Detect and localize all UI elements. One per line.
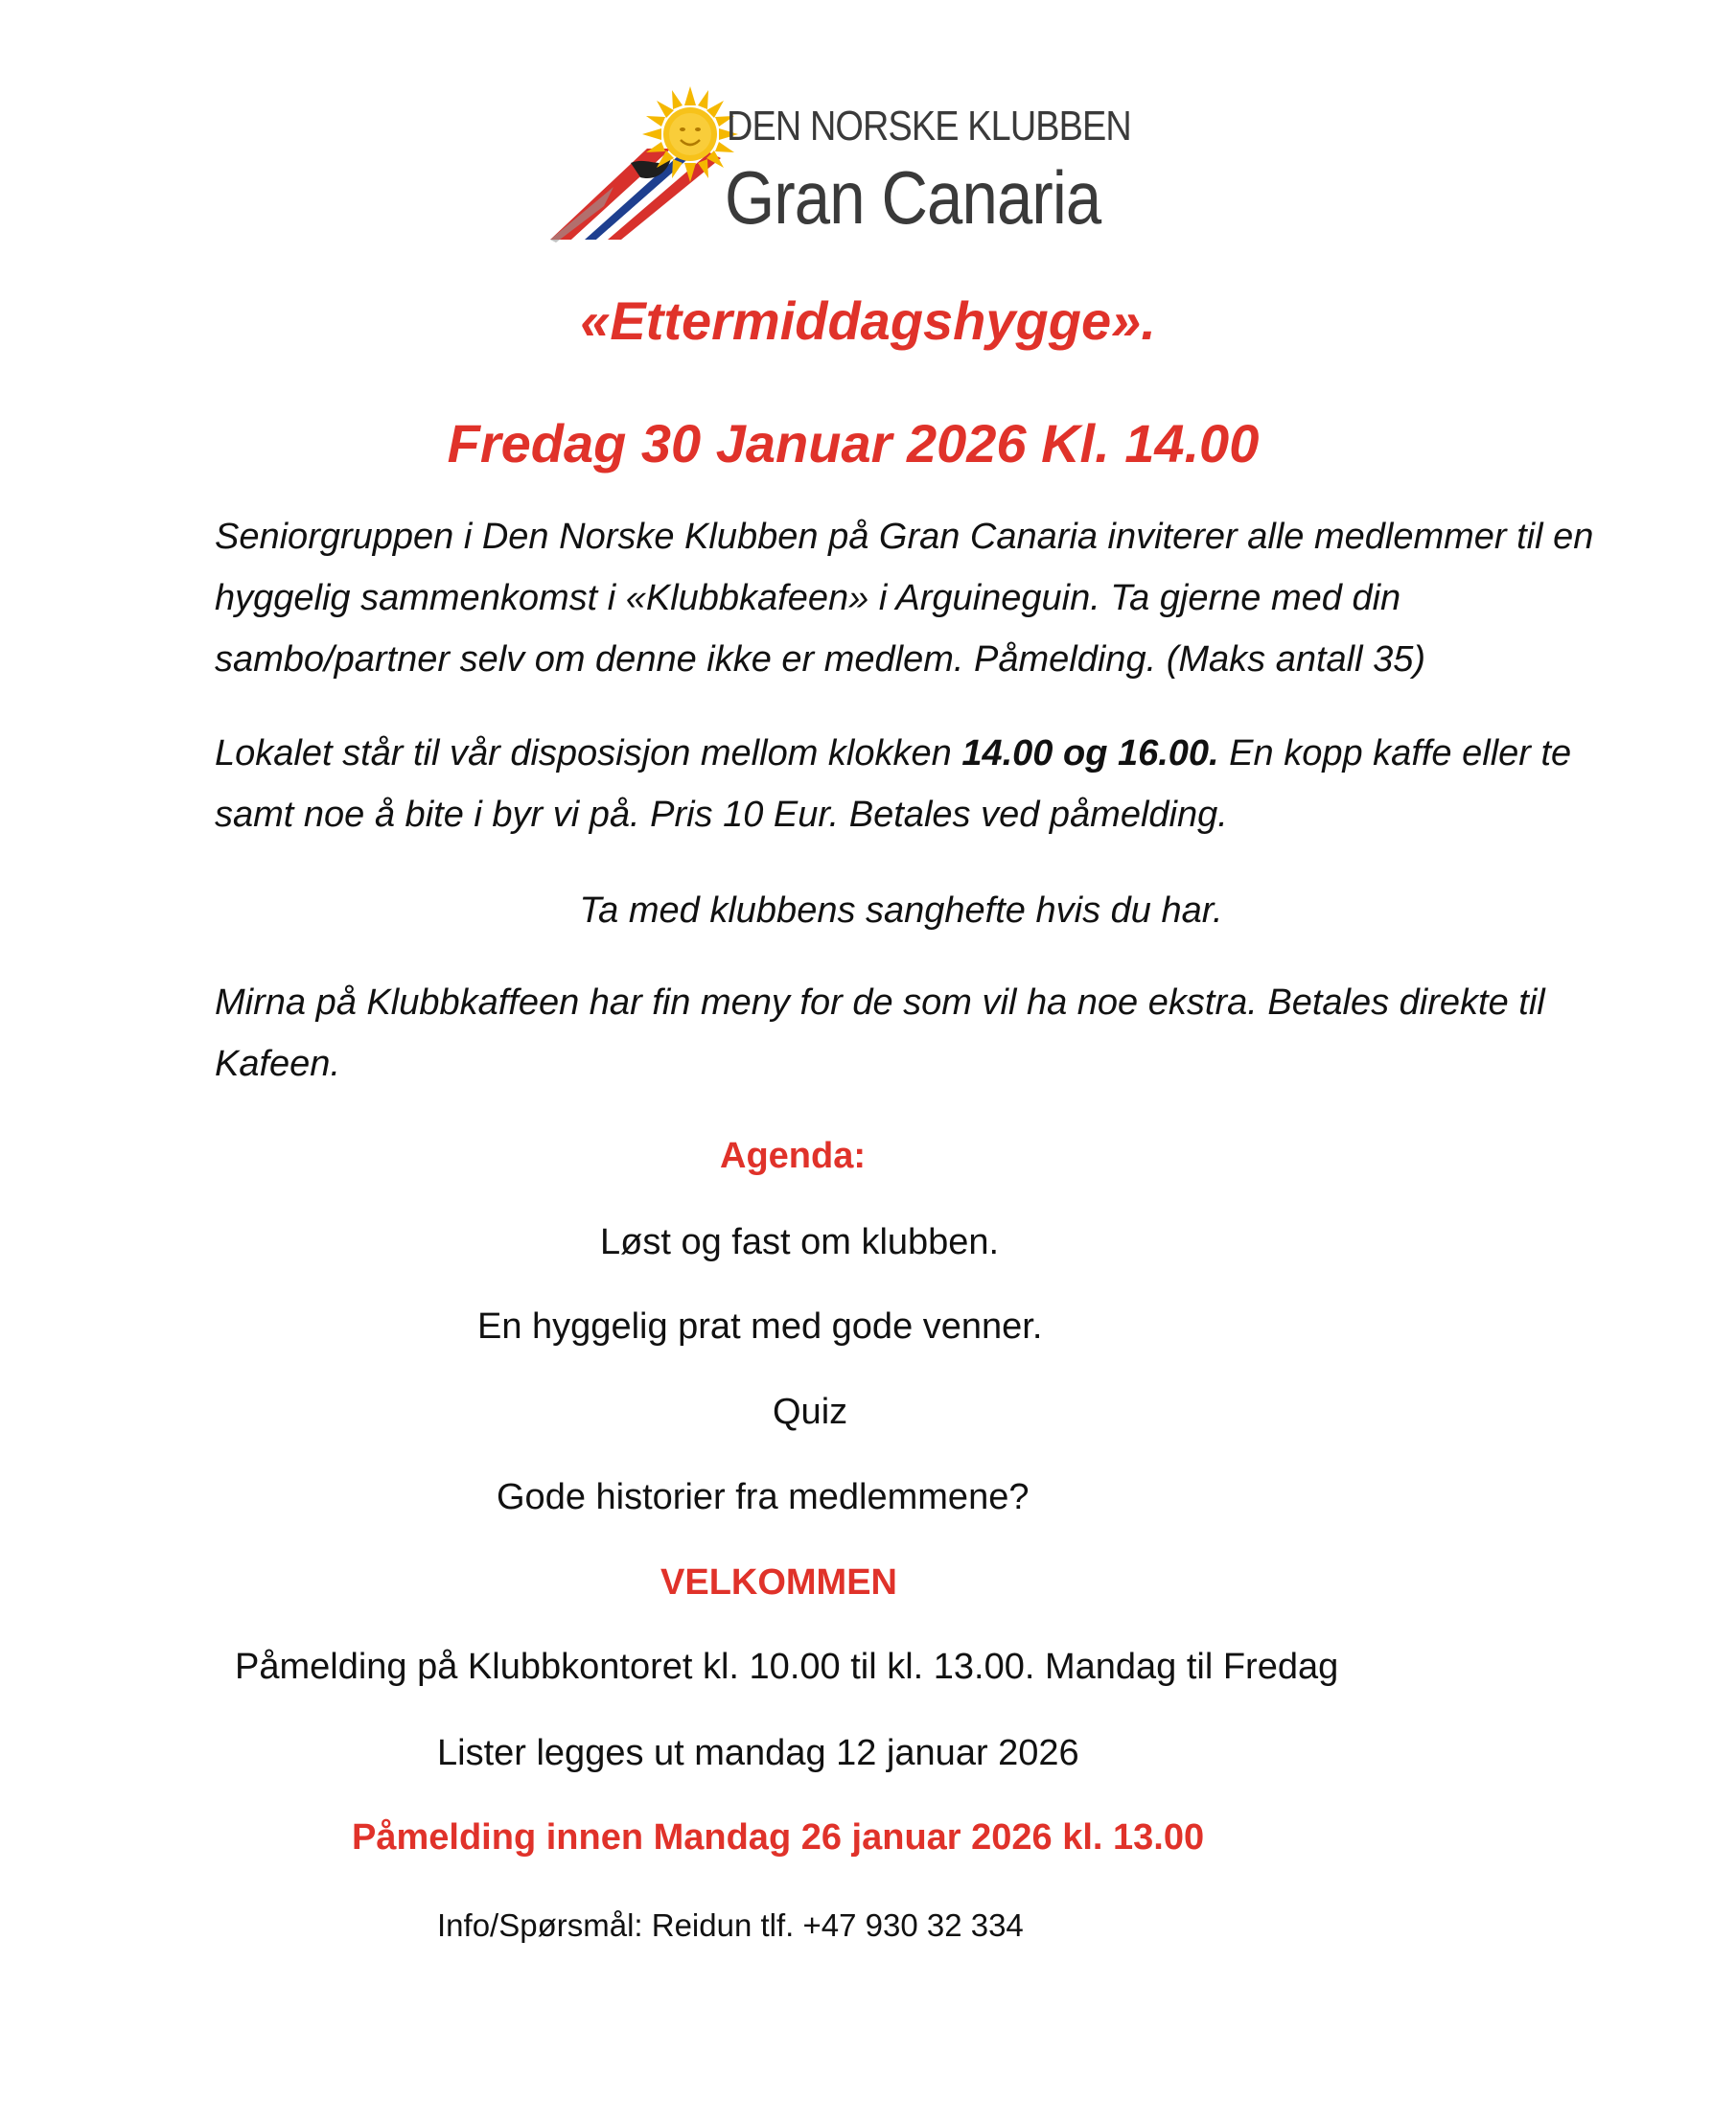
venue-text-before: Lokalet står til vår disposisjon mellom klokken [215, 733, 962, 774]
agenda-item: Quiz [773, 1392, 848, 1432]
logo-location: Gran Canaria [725, 155, 1101, 240]
agenda-item: En hyggelig prat med gode venner. [477, 1306, 1043, 1347]
agenda-heading: Agenda: [720, 1136, 866, 1176]
agenda-item: Gode historier fra medlemmene? [497, 1477, 1030, 1517]
signup-deadline: Påmelding innen Mandag 26 januar 2026 kl. 13.00 [352, 1817, 1205, 1858]
songbook-note: Ta med klubbens sanghefte hvis du har. [579, 890, 1223, 931]
venue-paragraph [215, 723, 1643, 845]
venue-time: 14.00 og 16.00. [961, 733, 1219, 774]
signup-office-hours: Påmelding på Klubbkontoret kl. 10.00 til kl. 13.00. Mandag til Fredag [235, 1647, 1339, 1687]
logo-club-name: DEN NORSKE KLUBBEN [727, 103, 1131, 150]
venue-text-after: En kopp kaffe eller te samt noe å bite i byr vi på. Pris 10 Eur. Betales ved påmelding. [215, 733, 1572, 835]
event-date: Fredag 30 Januar 2026 Kl. 14.00 [447, 413, 1260, 474]
invitation-paragraph: Seniorgruppen i Den Norske Klubben på Gran Canaria inviterer alle medlemmer til en hyggelig sammenkomst i «Klubbkafeen» i Arguineguin. Ta gjerne med din sambo/partner selv om denne ikke er medlem. Påmelding. (Maks antall 35) [215, 517, 1594, 680]
event-title: «Ettermiddagshygge». [580, 290, 1156, 351]
sun-and-swallow-flag-icon [546, 81, 738, 249]
welcome-heading: VELKOMMEN [660, 1562, 897, 1603]
menu-paragraph: Mirna på Klubbkaffeen har fin meny for de som vil ha noe ekstra. Betales direkte til Kafeen. [215, 982, 1545, 1084]
lists-out-date: Lister legges ut mandag 12 januar 2026 [437, 1733, 1079, 1773]
club-logo [546, 81, 1131, 249]
agenda-item: Løst og fast om klubben. [600, 1222, 1000, 1262]
contact-info: Info/Spørsmål: Reidun tlf. +47 930 32 334 [437, 1907, 1024, 1943]
